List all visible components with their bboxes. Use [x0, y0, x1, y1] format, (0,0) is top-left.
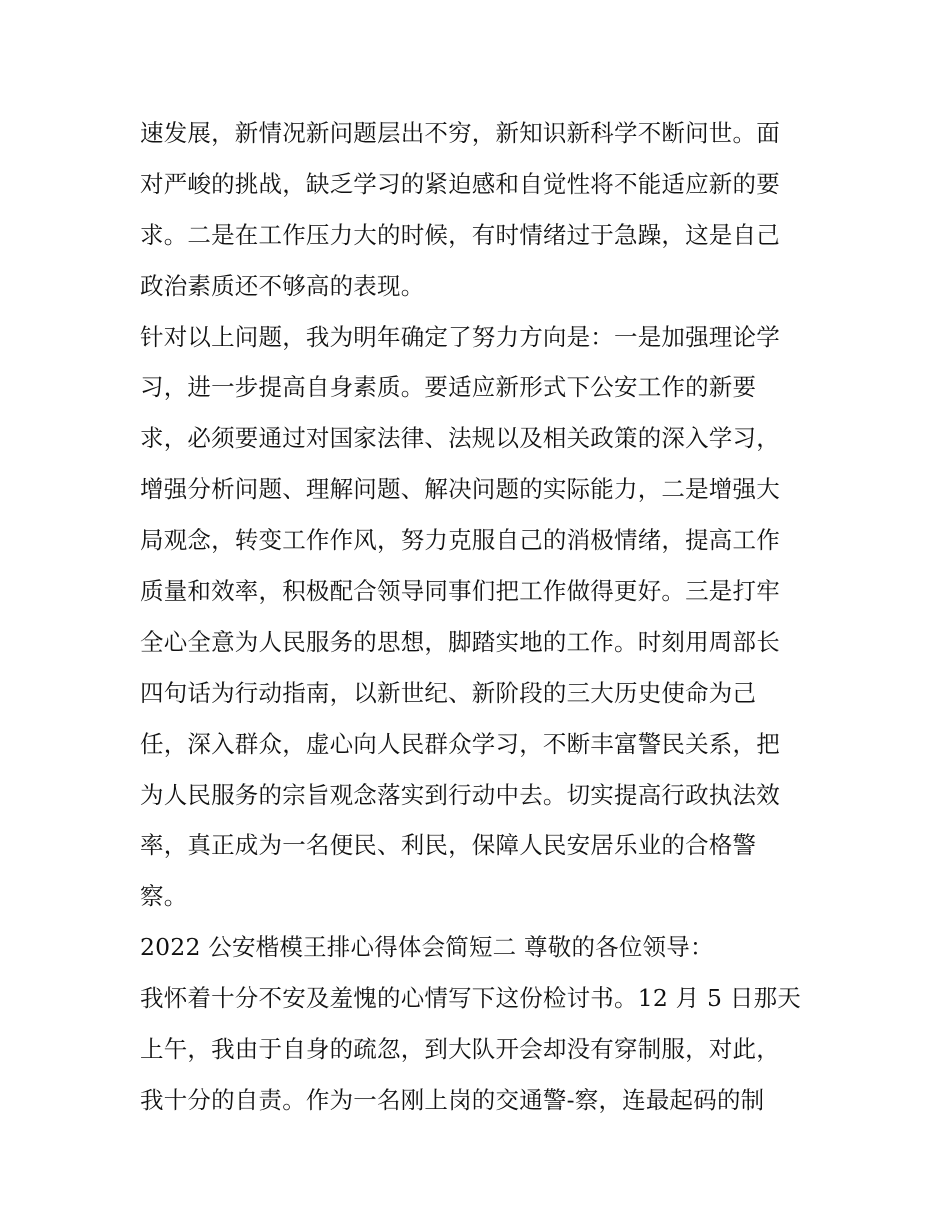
text-line: 我十分的自责。作为一名刚上岗的交通警-察，连最起码的制: [140, 1085, 765, 1114]
section-heading-line: 2022 公安楷模王排心得体会简短二 尊敬的各位领导：: [140, 933, 714, 962]
text-line: 政治素质还不够高的表现。: [140, 271, 425, 300]
text-line: 率，真正成为一名便民、利民，保障人民安居乐业的合格警: [140, 831, 757, 860]
text-line: 质量和效率，积极配合领导同事们把工作做得更好。三是打牢: [140, 577, 780, 606]
text-line: 察。: [140, 882, 188, 911]
text-line: 任，深入群众，虚心向人民群众学习，不断丰富警民关系，把: [140, 729, 780, 758]
text-line: 四句话为行动指南，以新世纪、新阶段的三大历史使命为己: [140, 678, 757, 707]
text-line: 速发展，新情况新问题层出不穷，新知识新科学不断问世。面: [140, 119, 780, 147]
text-line: 求。二是在工作压力大的时候，有时情绪过于急躁，这是自己: [140, 220, 780, 249]
text-line: 习，进一步提高自身素质。要适应新形式下公安工作的新要: [140, 373, 757, 402]
text-line: 求，必须要通过对国家法律、法规以及相关政策的深入学习，: [140, 424, 780, 453]
text-line: 全心全意为人民服务的思想，脚踏实地的工作。时刻用周部长: [140, 627, 780, 656]
text-line: 上午，我由于自身的疏忽，到大队开会却没有穿制服，对此，: [140, 1035, 780, 1064]
document-body: [140, 108, 820, 1126]
text-line: 我怀着十分不安及羞愧的心情写下这份检讨书。12 月 5 日那天: [140, 984, 801, 1013]
text-line: 为人民服务的宗旨观念落实到行动中去。切实提高行政执法效: [140, 780, 780, 809]
text-line: 增强分析问题、理解问题、解决问题的实际能力，二是增强大: [140, 475, 780, 504]
text-line: 针对以上问题，我为明年确定了努力方向是：一是加强理论学: [140, 322, 780, 351]
text-line: 局观念，转变工作作风，努力克服自己的消极情绪，提高工作: [140, 526, 780, 555]
text-line: 对严峻的挑战，缺乏学习的紧迫感和自觉性将不能适应新的要: [140, 169, 780, 198]
